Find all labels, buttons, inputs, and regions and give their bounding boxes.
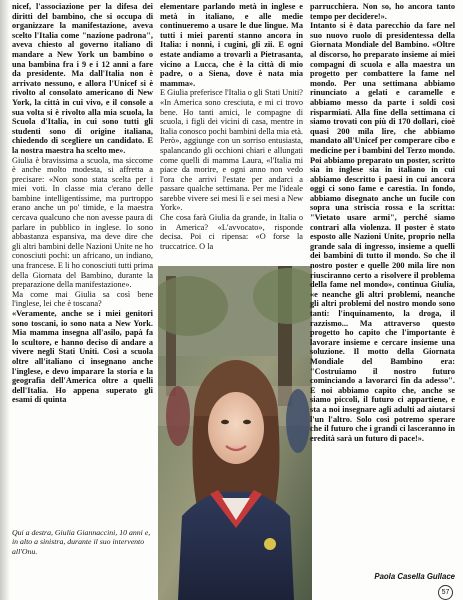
article-column-3 bbox=[310, 2, 455, 443]
article-column-1 bbox=[12, 2, 153, 405]
paragraph: Intanto si è data parecchio da fare nel suo nuovo ruolo di presidentessa della Giornata Mondiale del Bambino. «Oltre al discorso, ho preparato insieme ai miei compagni di scuola e alla maestra un progetto per combattere la fame nel mondo. Per una settimana abbiamo rinunciato a gelati e caramelle e abbiamo messo da parte i soldi così risparmiati. Alla fine della settimana ci siamo trovati con più di 170 dollari, cioè quasi 200 mila lire, che abbiamo mandato all'Unicef per comperare cibo e medicine per i bambini del Terzo mondo. Poi abbiamo preparato un poster, scritto sia in inglese sia in italiano in cui abbiamo descritto i paesi in cui ancora oggi ci sono fame e carestia. In fondo, abbiamo disegnato anche un fucile con sopra una striscia rossa e la scritta: "Vietato usare armi", perché siamo contrari alla violenza. Il poster è stato esposto alle Nazioni Unite, proprio nella grande sala di ingresso, insieme a quelli dei bambini di tutto il mondo. So che il nostro poster e quelle 200 mila lire non riusciranno certo a risolvere il problema della fame nel mondo», continua Giulia, «e neanche gli altri problemi, neanche gli altri problemi del nostro mondo sono tanti: l'inquinamento, la droga, il razzismo... Ma attraverso questo progetto ho capito che l'importante è lavorare insieme e cercare insieme una soluzione. Il motto della Giornata Mondiale del Bambino era: "Costruiamo il nostro futuro cominciando a lavorarci fin da adesso". E noi abbiamo capito che, anche se siamo piccoli, il futuro ci appartiene, e sta a noi insegnare agli adulti ad aiutarsi l'un l'altro. Solo così potremo sperare che il futuro che i grandi ci lasceranno in eredità sarà un futuro di pace!». bbox=[310, 21, 455, 443]
paragraph: «Veramente, anche se i miei genitori sono toscani, io sono nata a New York. Mia mamma insegna all'asilo, papà fa lo scultore, e hanno deciso di andare a vivere negli Stati Uniti. Così a scuola oltre all'italiano ci insegnano anche l'inglese, e devo imparare la storia e la geografia dell'America oltre a quelli dell'Italia. Ho appena superato gli esami di quinta bbox=[12, 309, 153, 405]
article-column-2 bbox=[160, 2, 303, 251]
paragraph: nicef, l'associazione per la difesa dei diritti del bambino, che si occupa di organizzare la manifestazione, aveva scelto l'Italia come "nazione padrona", aveva chiesto al governo italiano di mandare a New York un bambino o una bambina fra i 9 e i 12 anni a fare da presidente. Ma dall'Italia non è arrivato nessuno, e allora l'Unicef si è rivolto al consolato americano di New York, la città in cui vivo, e il console a sua volta si è rivolto alla mia scuola, la Scuola d'Italia, in cui sono tutti gli studenti sono di origine italiana, chiedendo di scegliere un candidato. E la nostra maestra ha scelto me». bbox=[12, 2, 153, 155]
girl-portrait-photo bbox=[158, 266, 312, 600]
page-binding-shadow bbox=[0, 0, 10, 600]
page-number: 57 bbox=[438, 585, 453, 600]
paragraph: Ma come mai Giulia sa così bene l'inglese, lei che è toscana? bbox=[12, 289, 153, 309]
paragraph: elementare parlando metà in inglese e metà in italiano, e alle medie continueremo a usare le due lingue. Ma tutti i miei parenti stanno ancora in Italia: i nonni, i cugini, gli zii. E ogni estate andiamo a trovarli a Pietrasanta, vicino a Lucca, che è la città di mio padre, o a Siena, dove è nata mia mamma». bbox=[160, 2, 303, 88]
paragraph: E Giulia preferisce l'Italia o gli Stati Uniti? «In America sono cresciuta, e mi ci trovo bene. Ho tanti amici, le compagne di scuola, i figli dei vicini di casa, mentre in Italia conosco pochi bambini della mia età. Però», aggiunge con un sorriso entusiasta, spalancando gli occhioni chiari e allungati come quelli di mamma Laura, «l'Italia mi piace da morire, e ogni anno non vedo l'ora che arrivi l'estate per andarci a passare qualche settimana. Per me l'ideale sarebbe vivere sei mesi lì e sei mesi a New York». bbox=[160, 88, 303, 213]
author-signature: Paola Casella Gullace bbox=[374, 572, 455, 581]
paragraph: parrucchiera. Non so, ho ancora tanto tempo per decidere!». bbox=[310, 2, 455, 21]
photo-caption: Qui a destra, Giulia Giannaccini, 10 anni e, in alto a sinistra, durante il suo intervento all'Onu. bbox=[12, 528, 151, 556]
paragraph: Giulia è bravissima a scuola, ma siccome è anche molto modesta, si affretta a precisare: «Non sono stata scelta per i miei voti. In classe mia c'erano delle bambine intelligentissime, ma purtroppo erano anche un po' timide, e la maestra cercava qualcuno che non avesse paura di parlare in pubblico in inglese. Io sono abbastanza espansiva, ma deve dire che gli altri bambini delle Nazioni Unite ne ho conosciuti pochi: un africano, un indiano, una francese. E li ho conosciuti tutti prima della Giornata del Bambino, durante la preparazione della manifestazione». bbox=[12, 155, 154, 290]
paragraph: Che cosa farà Giulia da grande, in Italia o in America? «L'avvocato», risponde decisa. Poi ci ripensa: «O forse la truccatrice. O la bbox=[160, 213, 303, 251]
